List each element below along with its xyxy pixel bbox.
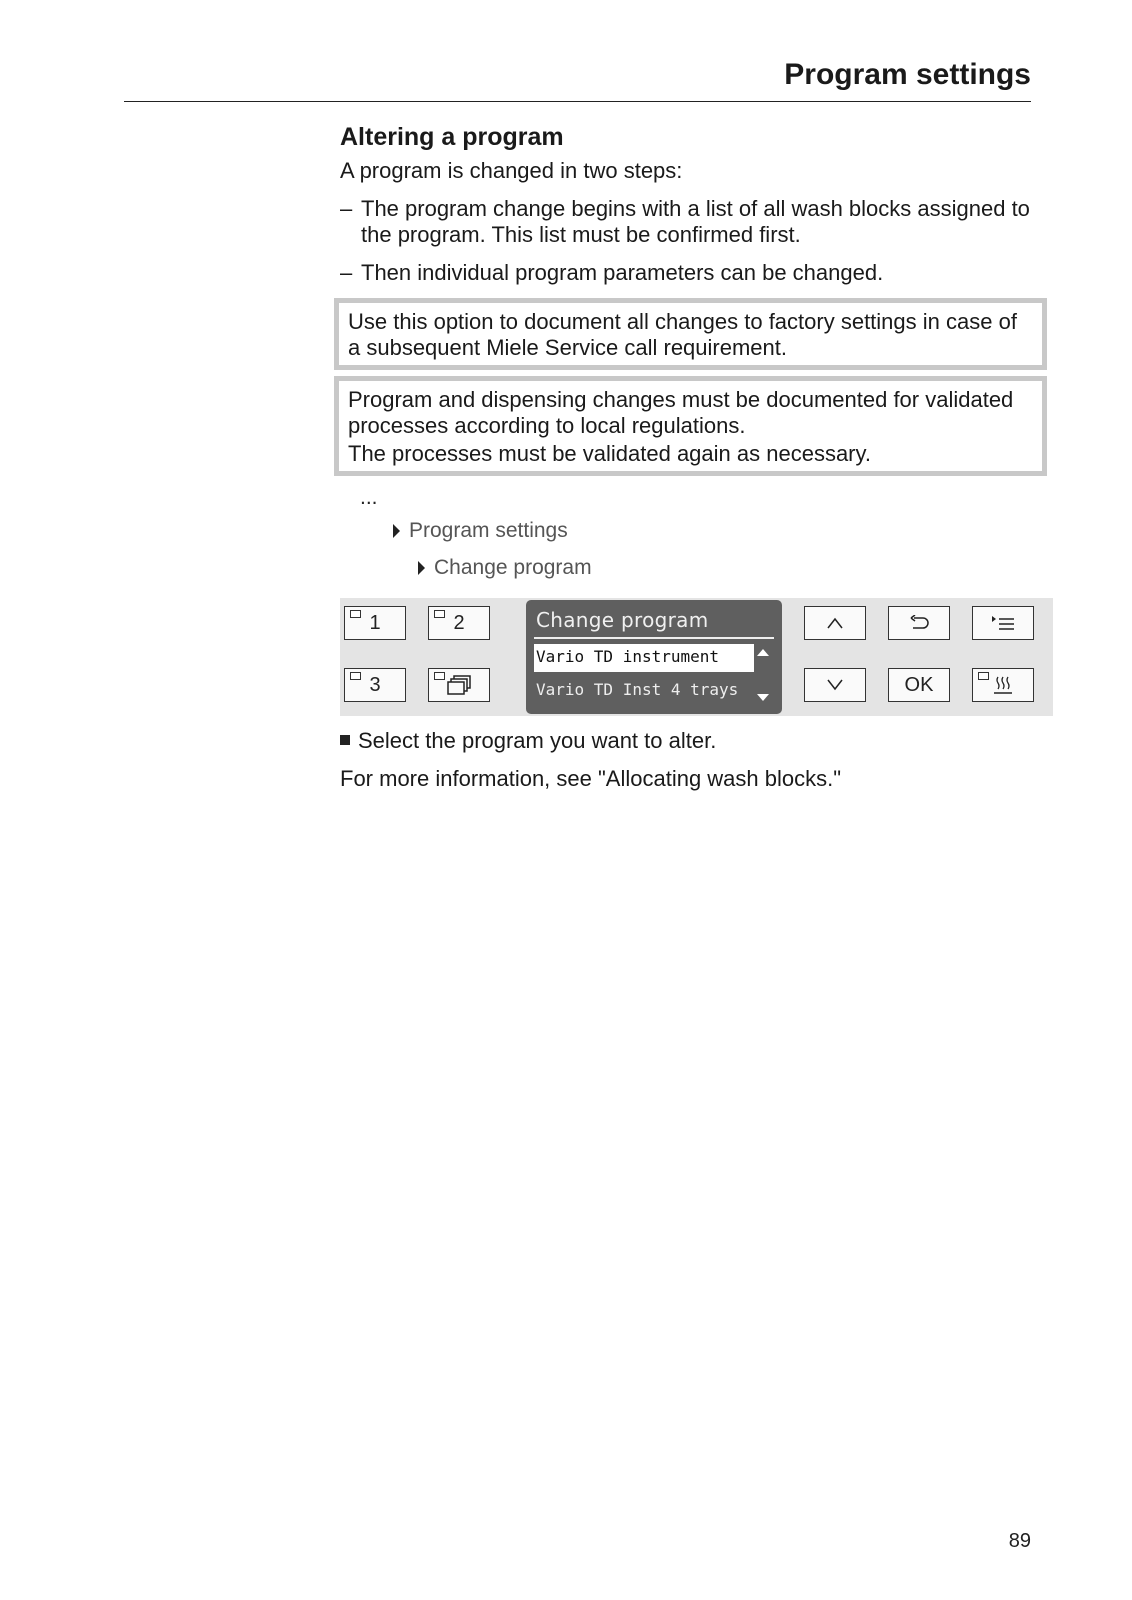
chevron-up-icon — [825, 616, 845, 630]
menu-path-level-1 — [340, 512, 1031, 549]
main-content — [340, 120, 1031, 586]
indicator-led — [350, 672, 361, 680]
menu-path-label: Program settings — [409, 518, 568, 542]
display-title: Change program — [536, 608, 709, 632]
intro-text: A program is changed in two steps: — [340, 158, 683, 183]
back-button[interactable] — [888, 606, 950, 640]
key-label: 3 — [369, 673, 381, 696]
display-divider — [534, 637, 774, 639]
dash-marker: – — [340, 260, 353, 285]
instruction-line — [340, 728, 1031, 754]
step-text: Then individual program parameters can be changed. — [361, 260, 884, 285]
chevron-down-icon — [825, 678, 845, 692]
menu-path — [340, 488, 1031, 586]
post-panel-content — [340, 728, 1031, 792]
step-text: The program change begins with a list of all wash blocks assigned to the program. This list must be confirmed first. — [361, 196, 1030, 247]
note-text: The processes must be validated again as necessary. — [348, 441, 871, 466]
step-item — [340, 196, 1031, 248]
section-title: Altering a program — [340, 123, 564, 151]
program-key-1[interactable] — [344, 606, 406, 640]
note-box-service — [334, 298, 1047, 370]
indicator-led — [350, 610, 361, 618]
indicator-led — [434, 610, 445, 618]
page-header-title: Program settings — [784, 58, 1031, 91]
drying-button[interactable] — [972, 668, 1034, 702]
header-divider — [124, 101, 1031, 102]
note-box-validation — [334, 376, 1047, 476]
page-number: 89 — [1008, 1530, 1031, 1552]
indicator-led — [978, 672, 989, 680]
more-info-text: For more information, see "Allocating wash blocks." — [340, 766, 842, 791]
display-list-item: Vario TD Inst 4 trays — [536, 680, 739, 699]
note-text: Program and dispensing changes must be documented for validated processes according to local regulations. — [348, 387, 1014, 438]
scroll-down-icon — [757, 694, 769, 701]
menu-path-level-2 — [340, 549, 1031, 586]
menu-list-icon — [989, 615, 1017, 631]
caret-right-icon — [418, 561, 425, 575]
display-selected-item — [534, 644, 754, 672]
ok-button[interactable] — [888, 668, 950, 702]
program-key-2[interactable] — [428, 606, 490, 640]
square-bullet-icon — [340, 735, 350, 745]
note-text: Use this option to document all changes to factory settings in case of a subsequent Miele Service call requirement. — [348, 309, 1017, 360]
display-item-label: Vario TD instrument — [536, 647, 720, 666]
down-button[interactable] — [804, 668, 866, 702]
key-label: OK — [904, 673, 934, 696]
program-list-key[interactable] — [428, 668, 490, 702]
stacked-trays-icon — [445, 674, 473, 696]
instruction-text: Select the program you want to alter. — [358, 728, 717, 753]
back-arrow-icon — [907, 615, 931, 631]
indicator-led — [434, 672, 445, 680]
step-item — [340, 260, 1031, 286]
scroll-up-icon — [757, 649, 769, 656]
menu-ellipsis: ... — [360, 486, 378, 509]
menu-button[interactable] — [972, 606, 1034, 640]
up-button[interactable] — [804, 606, 866, 640]
key-label: 1 — [369, 611, 381, 634]
drying-icon — [992, 675, 1014, 695]
lcd-display — [526, 600, 782, 714]
control-panel — [340, 598, 1053, 716]
dash-marker: – — [340, 196, 353, 221]
menu-path-label: Change program — [434, 555, 592, 579]
key-label: 2 — [453, 611, 465, 634]
caret-right-icon — [393, 524, 400, 538]
program-key-3[interactable] — [344, 668, 406, 702]
